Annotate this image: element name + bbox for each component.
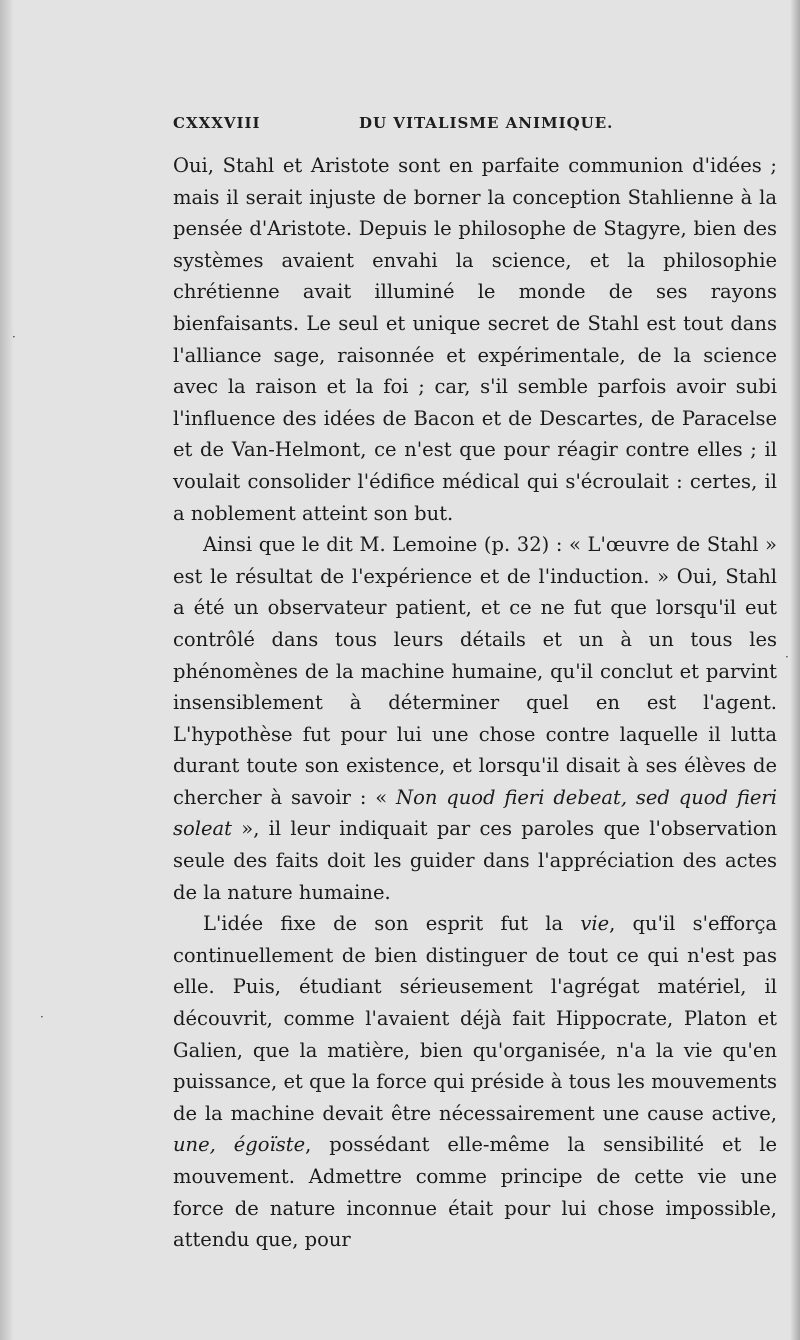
italic-text: vie: [580, 912, 610, 936]
text-run: », il leur indiquait par ces paroles que l'observation seule des faits doit les guider dans l'appréciation des actes de la nature humaine.: [173, 817, 777, 904]
margin-speck: ·: [12, 330, 16, 344]
running-title: DU VITALISME ANIMIQUE.: [359, 114, 614, 132]
text-run: Oui, Stahl et Aristote sont en parfaite communion d'idées ; mais il serait injuste de borner la conception Stahlienne à la pensée d'Aristote. Depuis le philosophe de Stagyre, bien des systèmes avaient envahi la science, et la philosophie chrétienne avait illuminé le monde de ses rayons bienfaisants. Le seul et unique secret de Stahl est tout dans l'alliance sage, raisonnée et expérimentale, de la science avec la raison et la foi ; car, s'il semble parfois avoir subi l'influence des idées de Bacon et de Descartes, de Paracelse et de Van-Helmont, ce n'est que pour réagir contre elles ; il voulait consolider l'édifice médical qui s'écroulait : certes, il a noblement atteint son but.: [173, 154, 777, 525]
text-run: , qu'il s'efforça continuellement de bien distinguer de tout ce qui n'est pas elle. Puis, étudiant sérieusement l'agrégat matériel, il découvrit, comme l'avaient déjà fait Hippocrate, Platon et Galien, que la matière, bien qu'organisée, n'a la vie qu'en puissance, et que la force qui préside à tous les mouvements de la machine devait être nécessairement une cause active,: [173, 912, 777, 1125]
text-run: , possédant elle-même la sensibilité et le mouvement. Admettre comme principe de cette vie une force de nature inconnue était pour lui chose impossible, attendu que, pour: [173, 1133, 778, 1252]
page-number: CXXXVIII: [173, 114, 261, 132]
paragraph: [173, 908, 777, 1256]
page-edge-shadow: [790, 0, 800, 1340]
body-text: [173, 150, 777, 1256]
italic-text: une, égoïste: [173, 1133, 306, 1157]
paragraph: [173, 529, 777, 908]
margin-speck: ·: [785, 650, 789, 664]
text-run: L'idée fixe de son esprit fut la: [203, 912, 581, 936]
paragraph: [173, 150, 777, 529]
page-header: [173, 108, 783, 138]
margin-speck: ·: [40, 1010, 44, 1024]
page-gutter-shadow: [0, 0, 14, 1340]
text-run: Ainsi que le dit M. Lemoine (p. 32) : « L'œuvre de Stahl » est le résultat de l'expérience et de l'induction. » Oui, Stahl a été un observateur patient, et ce ne fut que lorsqu'il eut contrôlé dans tous leurs détails et un à un tous les phénomènes de la machine humaine, qu'il conclut et parvint insensiblement à déterminer quel en est l'agent. L'hypothèse fut pour lui une chose contre laquelle il lutta durant toute son existence, et lorsqu'il disait à ses élèves de chercher à savoir : «: [173, 533, 777, 809]
italic-text: Non quod fieri debeat, sed quod fieri soleat: [173, 785, 777, 841]
